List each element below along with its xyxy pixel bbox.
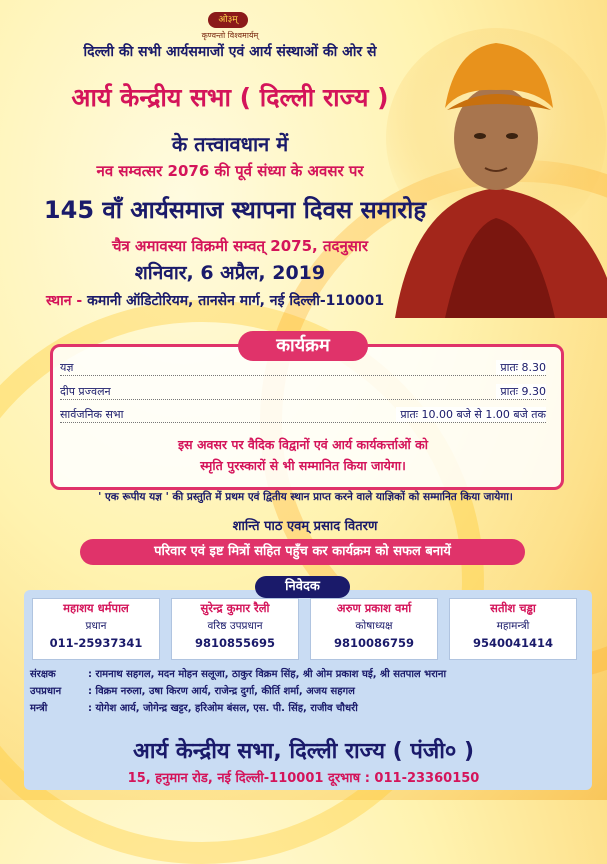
venue-value: कमानी ऑडिटोरियम, तानसेन मार्ग, नई दिल्ली-110001 [87,293,385,309]
officer-name: अरुण प्रकाश वर्मा [336,601,412,615]
motto: कृण्वन्तो विश्वमार्यम् [201,31,259,40]
yagya-note: ' एक रूपीय यज्ञ ' की प्रस्तुति में प्रथम एवं द्वितीय स्थान प्राप्त करने वाले याज्ञिकों को सम्मानित किया जायेगा। [98,491,513,503]
honour-note [60,434,546,476]
role-label: संरक्षक [30,669,56,680]
footer-title: आर्य केन्द्रीय सभा, दिल्ली राज्य ( पंजी० ) [132,739,475,764]
shanti-line: शान्ति पाठ एवम् प्रसाद वितरण [232,519,378,534]
venue-label: स्थान - [46,293,83,309]
role-value: : विक्रम नरुला, उषा किरण आर्य, राजेन्द्र दुर्गा, कीर्ति शर्मा, अजय सहगल [88,686,355,697]
chaitra-line: चैत्र अमावस्या विक्रमी सम्वत् 2075, तदनुसार [112,237,368,255]
venue [46,291,384,310]
program-title: कार्यक्रम [238,331,368,361]
program-item-name: यज्ञ [60,361,74,374]
aegis-line: के तत्त्वावधान में [171,132,289,156]
program-row [60,384,546,400]
event-title: 145 वाँ आर्यसमाज स्थापना दिवस समारोह [43,196,427,224]
sabha-title: आर्य केन्द्रीय सभा ( दिल्ली राज्य ) [71,83,389,112]
honour-line: इस अवसर पर वैदिक विद्वानों एवं आर्य कार्यकर्त्ताओं को [178,437,428,452]
program-item-time: प्रातः 9.30 [496,384,546,399]
roles-list [30,666,590,717]
role-row [30,683,590,700]
role-row [30,666,590,683]
role-row [30,700,590,717]
role-value: : रामनाथ सहगल, मदन मोहन सलूजा, ठाकुर विक्रम सिंह, श्री ओम प्रकाश घई, श्री सतपाल भराना [88,669,447,680]
officer-phone: 011-25937341 [49,636,143,650]
officer-card [449,598,577,660]
officer-phone: 9810855695 [194,636,276,650]
officer-card [310,598,438,660]
officer-phone: 9810086759 [333,636,415,650]
officer-card [171,598,299,660]
officer-post: कोषाध्यक्ष [355,620,393,632]
officer-phone: 9540041414 [472,636,554,650]
nivedak-title: निवेदक [255,576,350,598]
officer-name: सतीश चड्ढा [490,601,536,615]
from-line: दिल्ली की सभी आर्यसमाजों एवं आर्य संस्थाओं की ओर से [83,44,377,60]
footer-address: 15, हनुमान रोड, नई दिल्ली-110001 दूरभाष : 011-23360150 [127,771,480,786]
om-badge: ओ३म् [208,12,248,28]
officer-post: वरिष्ठ उपप्रधान [207,620,263,632]
role-label: मन्त्री [30,703,48,714]
officer-name: महाशय धर्मपाल [63,601,129,615]
role-value: : योगेश आर्य, जोगेन्द्र खट्टर, हरिओम बंसल, एस. पी. सिंह, राजीव चौधरी [88,703,358,714]
invite-banner: परिवार एवं इष्ट मित्रों सहित पहुँच कर कार्यक्रम को सफल बनायें [80,539,525,565]
honour-line: स्मृति पुरस्कारों से भी सम्मानित किया जायेगा। [200,458,406,473]
event-date: शनिवार, 6 अप्रैल, 2019 [134,262,326,284]
program-row [60,407,546,423]
program-item-name: सार्वजनिक सभा [60,408,124,421]
eve-line: नव सम्वत्सर 2076 की पूर्व संध्या के अवसर पर [96,162,364,180]
officer-post: प्रधान [85,620,107,632]
program-item-time: प्रातः 8.30 [496,360,546,375]
role-label: उपप्रधान [30,686,62,697]
program-item-name: दीप प्रज्वलन [60,385,111,398]
program-row [60,360,546,376]
officer-post: महामन्त्री [496,620,530,632]
program-item-time: प्रातः 10.00 बजे से 1.00 बजे तक [396,407,546,422]
officer-card [32,598,160,660]
officer-name: सुरेन्द्र कुमार रैली [200,601,270,615]
